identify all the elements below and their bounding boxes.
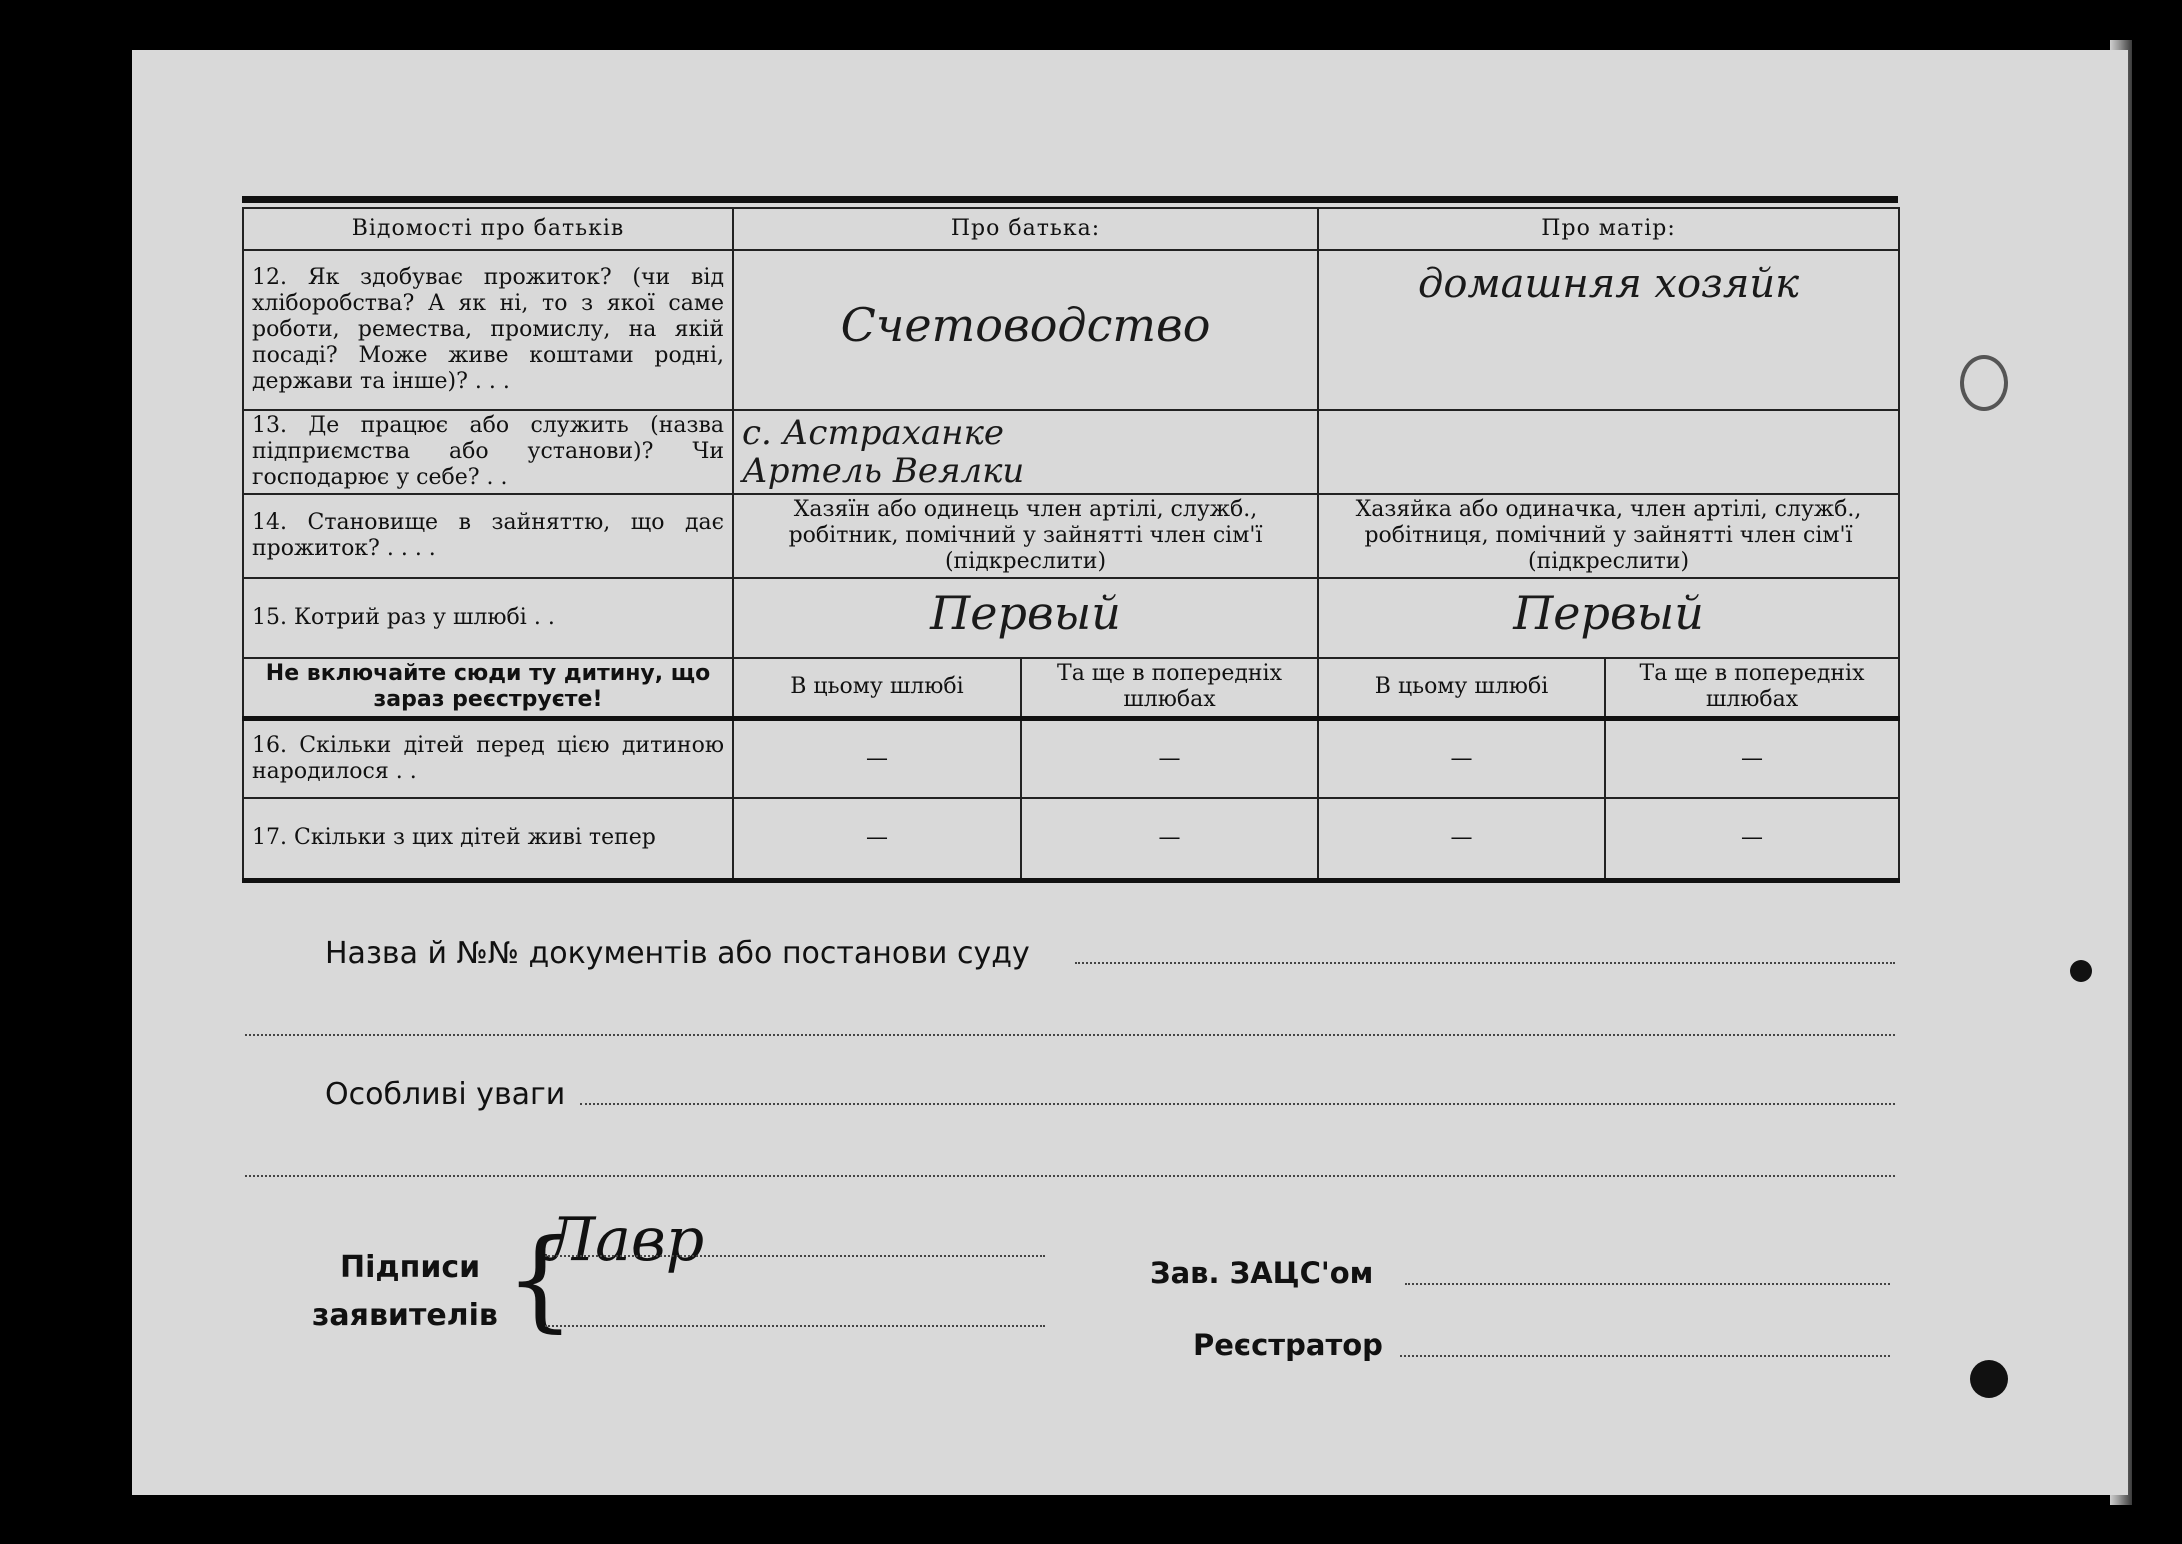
notes-line — [580, 1103, 1895, 1105]
question-17 — [243, 798, 733, 880]
signature-line-2 — [545, 1325, 1045, 1327]
answer-14-father: Хазяїн або одинець член артілі, служб., робітник, помічний у зайнятті член сім'ї (підкреслити) — [733, 494, 1318, 578]
registrar-label: Реєстратор — [1193, 1328, 1383, 1362]
question-text: Котрий раз у шлюбі . . — [294, 605, 555, 630]
answer-16-cell: — — [733, 718, 1021, 798]
signature-brace: { — [505, 1215, 575, 1343]
question-15 — [243, 578, 733, 658]
handwritten-answer: Счетоводство — [840, 298, 1211, 352]
question-number: 17. — [252, 825, 287, 851]
punch-hole — [1970, 1360, 2008, 1398]
table-row-12 — [243, 250, 1899, 410]
handwritten-answer: с. Астраханке — [742, 413, 1004, 453]
notes-label: Особливі уваги — [325, 1077, 566, 1112]
question-text: Скільки з цих дітей живі тепер — [294, 825, 656, 851]
answer-13-mother — [1318, 410, 1899, 494]
answer-17-cell: — — [1318, 798, 1605, 880]
head-line — [1405, 1283, 1890, 1285]
children-warning: Не включайте сюди ту дитину, що зараз реєструєте! — [243, 658, 733, 718]
question-text: Де працює або служить (назва підприємства або установи)? Чи господарює у себе? . . — [252, 413, 724, 490]
answer-15-mother — [1318, 578, 1899, 658]
answer-12-mother — [1318, 250, 1899, 410]
question-14 — [243, 494, 733, 578]
question-number: 15. — [252, 605, 287, 630]
signatures-label-1: Підписи — [340, 1250, 481, 1285]
answer-16-cell: — — [1605, 718, 1899, 798]
col-this-marriage-father: В цьому шлюбі — [733, 658, 1021, 718]
question-number: 16. — [252, 732, 287, 758]
answer-13-father — [733, 410, 1318, 494]
col-previous-mother: Та ще в попередніх шлюбах — [1605, 658, 1899, 718]
applicant-signature: Лавр — [545, 1205, 705, 1275]
header-mother: Про матір: — [1318, 208, 1899, 250]
table-row-14 — [243, 494, 1899, 578]
header-label: Відомості про батьків — [243, 208, 733, 250]
header-father: Про батька: — [733, 208, 1318, 250]
answer-16-cell: — — [1021, 718, 1318, 798]
answer-15-father — [733, 578, 1318, 658]
handwritten-answer: домашняя хозяйк — [1418, 261, 1799, 307]
table-row-17 — [243, 798, 1899, 880]
punch-hole — [2070, 960, 2092, 982]
question-number: 12. — [252, 265, 287, 290]
head-label: Зав. ЗАЦС'ом — [1150, 1256, 1374, 1290]
answer-14-mother: Хазяйка або одиначка, член артілі, служб., робітниця, помічний у зайнятті член сім'ї (підкреслити) — [1318, 494, 1899, 578]
question-number: 14. — [252, 510, 287, 535]
top-rule — [242, 196, 1898, 203]
punch-hole — [1960, 355, 2008, 411]
col-this-marriage-mother: В цьому шлюбі — [1318, 658, 1605, 718]
question-12 — [243, 250, 733, 410]
table-row-15 — [243, 578, 1899, 658]
handwritten-answer: Первый — [1513, 586, 1704, 640]
question-text: Скільки дітей перед цією дитиною народилося . . — [252, 732, 724, 784]
col-previous-father: Та ще в попередніх шлюбах — [1021, 658, 1318, 718]
documents-line — [1075, 962, 1895, 964]
documents-label: Назва й №№ документів або постанови суду — [325, 936, 1030, 971]
notes-line-2 — [245, 1175, 1895, 1177]
question-16 — [243, 718, 733, 798]
answer-17-cell: — — [1605, 798, 1899, 880]
question-text: Становище в зайняттю, що дає прожиток? . . . . — [252, 510, 724, 561]
answer-17-cell: — — [1021, 798, 1318, 880]
answer-12-father — [733, 250, 1318, 410]
answer-17-cell: — — [733, 798, 1021, 880]
signature-line-1 — [545, 1255, 1045, 1257]
question-number: 13. — [252, 413, 287, 438]
handwritten-answer: Артель Веялки — [742, 451, 1025, 491]
children-header-row — [243, 658, 1899, 718]
question-text: Як здобуває прожиток? (чи від хліборобства? А як ні, то з якої саме роботи, ремества, промислу, на якій посаді? Може живе коштами родні, держави та інше)? . . . — [252, 265, 724, 394]
signatures-label-2: заявителів — [312, 1298, 498, 1333]
table-header-row — [243, 208, 1899, 250]
answer-16-cell: — — [1318, 718, 1605, 798]
documents-line-2 — [245, 1034, 1895, 1036]
question-13 — [243, 410, 733, 494]
parents-info-table — [242, 207, 1900, 883]
registrar-line — [1400, 1355, 1890, 1357]
table-row-13 — [243, 410, 1899, 494]
table-row-16 — [243, 718, 1899, 798]
handwritten-answer: Первый — [930, 586, 1121, 640]
